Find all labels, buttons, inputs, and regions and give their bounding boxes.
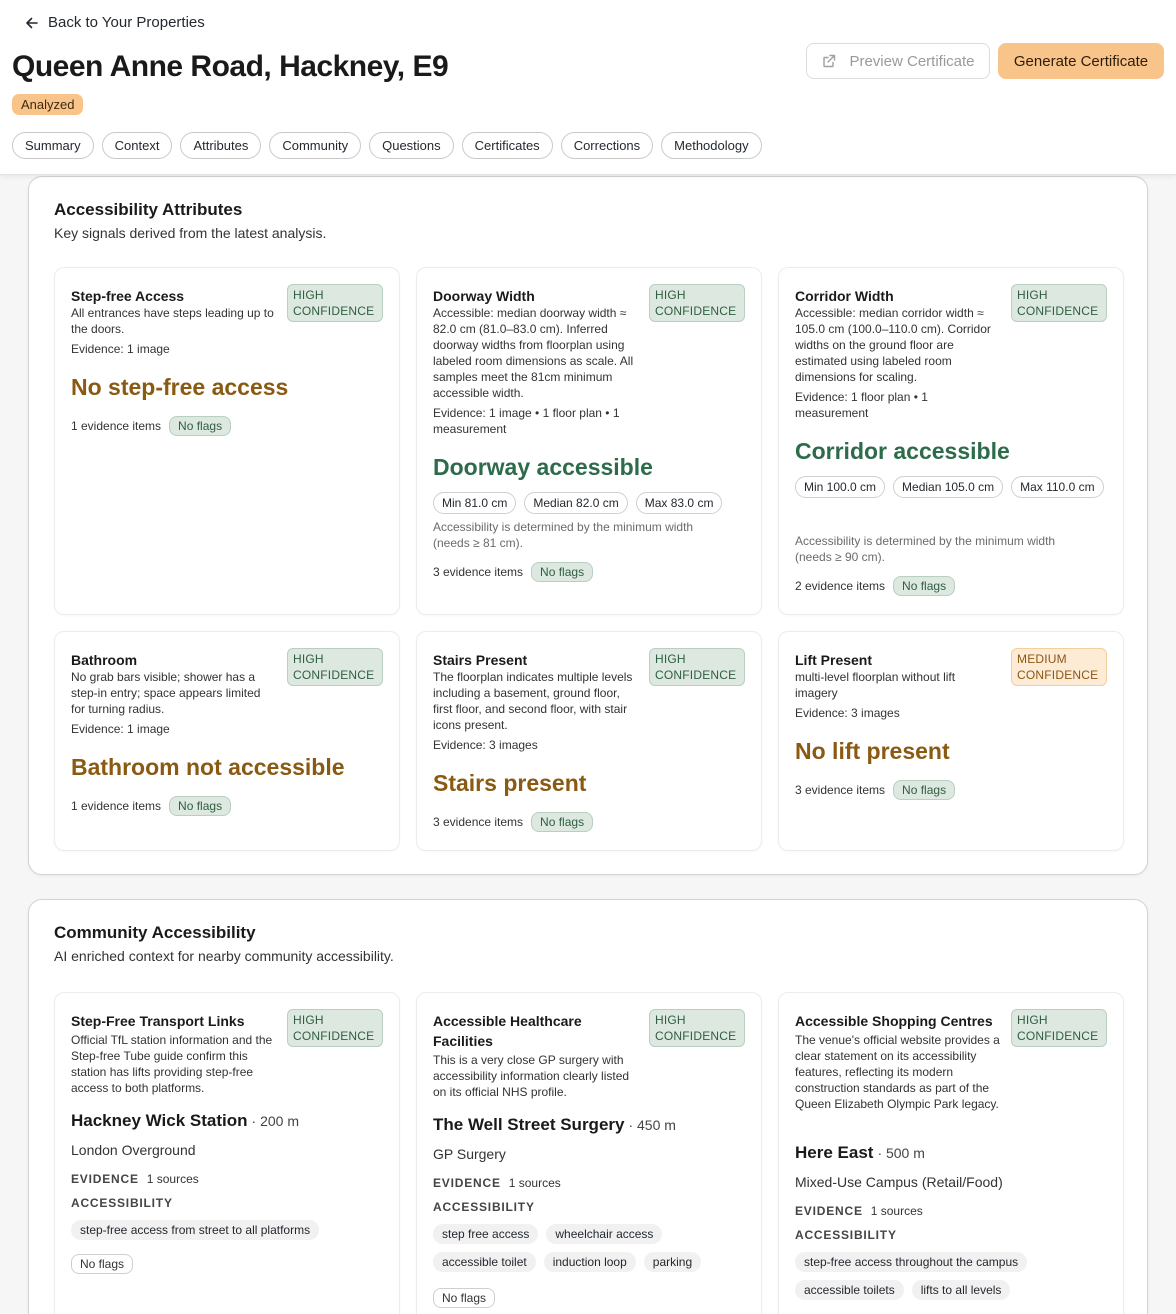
place-name-text: Hackney Wick Station: [71, 1111, 248, 1130]
flags-badge: No flags: [169, 796, 231, 816]
measurement-max: Max 110.0 cm: [1011, 476, 1103, 498]
evidence-row: [433, 1176, 561, 1190]
confidence-badge: HIGH CONFIDENCE: [1011, 1009, 1107, 1047]
section-subtitle: Key signals derived from the latest analysis.: [54, 225, 327, 241]
place-type: Mixed-Use Campus (Retail/Food): [795, 1174, 1003, 1190]
attribute-verdict: Bathroom not accessible: [71, 754, 345, 780]
community-card-transport: [54, 992, 400, 1314]
place-distance: · 200 m: [251, 1113, 299, 1129]
accessibility-features: [433, 1224, 753, 1272]
community-category: Accessible Shopping Centres: [795, 1013, 993, 1029]
attribute-description: All entrances have steps leading up to the doors.: [71, 306, 274, 336]
section-title: Accessibility Attributes: [54, 200, 243, 219]
place-distance: · 500 m: [877, 1145, 925, 1161]
feature-pill: induction loop: [544, 1252, 636, 1272]
measurement-max: Max 83.0 cm: [636, 492, 723, 514]
attribute-description: Accessible: median doorway width ≈ 82.0 cm (81.0–83.0 cm). Inferred doorway widths from floorplan using labeled room dimensions as scale. All samples meet the 81cm minimum accessible width.: [433, 306, 634, 400]
evidence-sources: 1 sources: [146, 1172, 199, 1186]
evidence-label: EVIDENCE: [71, 1172, 139, 1186]
community-card-healthcare: [416, 992, 762, 1314]
attribute-name: Step-free Access: [71, 288, 185, 304]
measurement-chips: [795, 476, 1115, 498]
attribute-card-lift-present: [778, 631, 1124, 851]
generate-certificate-button[interactable]: Generate Certificate: [998, 43, 1164, 79]
section-tabs: [12, 132, 762, 159]
attribute-name: Corridor Width: [795, 288, 894, 304]
attribute-card-step-free-access: [54, 267, 400, 615]
attribute-verdict: Doorway accessible: [433, 454, 653, 480]
attribute-evidence: Evidence: 1 floor plan • 1 measurement: [795, 390, 928, 420]
evidence-count: 3 evidence items: [433, 815, 524, 829]
section-subtitle: AI enriched context for nearby community accessibility.: [54, 948, 394, 964]
preview-certificate-label: Preview Certificate: [849, 52, 975, 70]
accessibility-features: [795, 1252, 1115, 1300]
accessibility-label: ACCESSIBILITY: [795, 1228, 897, 1242]
community-accessibility-section: [28, 899, 1148, 1314]
confidence-badge: HIGH CONFIDENCE: [1011, 284, 1107, 322]
accessibility-attributes-section: [28, 176, 1148, 875]
flags-badge: No flags: [169, 416, 231, 436]
confidence-badge: HIGH CONFIDENCE: [287, 284, 383, 322]
attribute-evidence: Evidence: 1 image • 1 floor plan • 1 measurement: [433, 406, 620, 436]
attribute-description: The floorplan indicates multiple levels including a basement, ground floor, first floor, and second floor, with stair icons present.: [433, 670, 633, 732]
community-description: This is a very close GP surgery with accessibility information clearly listed on its official NHS profile.: [433, 1053, 630, 1099]
attribute-card-bathroom: [54, 631, 400, 851]
evidence-row: [71, 1172, 199, 1186]
tab-summary[interactable]: Summary: [12, 132, 94, 159]
evidence-count-row: [433, 562, 593, 582]
attribute-description: Accessible: median corridor width ≈ 105.0 cm (100.0–110.0 cm). Corridor widths on the ground floor are estimated using labeled room dimensions for scaling.: [795, 306, 991, 384]
feature-pill: accessible toilets: [795, 1280, 904, 1300]
place-distance: · 450 m: [628, 1117, 676, 1133]
tab-methodology[interactable]: Methodology: [661, 132, 761, 159]
tab-attributes[interactable]: Attributes: [180, 132, 261, 159]
flags-badge: No flags: [531, 812, 593, 832]
attribute-evidence: Evidence: 1 image: [71, 342, 170, 356]
attribute-name: Bathroom: [71, 652, 138, 668]
status-badge: Analyzed: [12, 94, 83, 115]
evidence-count: 3 evidence items: [795, 783, 886, 797]
confidence-badge: HIGH CONFIDENCE: [649, 648, 745, 686]
feature-pill: step-free access from street to all platforms: [71, 1220, 319, 1240]
community-category: Accessible Healthcare Facilities: [433, 1013, 582, 1049]
measurement-min: Min 81.0 cm: [433, 492, 516, 514]
evidence-count: 1 evidence items: [71, 799, 162, 813]
confidence-badge: HIGH CONFIDENCE: [649, 1009, 745, 1047]
community-description: Official TfL station information and the Step-free Tube guide confirm this station has lifts providing step-free access to both platforms.: [71, 1033, 273, 1095]
accessibility-features: [71, 1220, 391, 1240]
preview-certificate-button[interactable]: [806, 43, 990, 79]
flags-badge: No flags: [893, 576, 955, 596]
attribute-evidence: Evidence: 1 image: [71, 722, 170, 736]
back-link-label: Back to Your Properties: [48, 14, 205, 31]
attribute-evidence: Evidence: 3 images: [795, 706, 900, 720]
evidence-sources: 1 sources: [508, 1176, 561, 1190]
place-name: [795, 1143, 925, 1163]
attribute-card-doorway-width: [416, 267, 762, 615]
confidence-badge: HIGH CONFIDENCE: [649, 284, 745, 322]
page-title: Queen Anne Road, Hackney, E9: [12, 50, 449, 83]
evidence-count-row: [433, 812, 593, 832]
feature-pill: wheelchair access: [546, 1224, 662, 1244]
flags-badge: No flags: [893, 780, 955, 800]
attribute-name: Stairs Present: [433, 652, 528, 668]
measurement-note: Accessibility is determined by the minimum width (needs ≥ 90 cm).: [795, 534, 1056, 564]
evidence-count-row: [795, 576, 955, 596]
attribute-card-corridor-width: [778, 267, 1124, 615]
accessibility-label: ACCESSIBILITY: [71, 1196, 173, 1210]
evidence-row: [795, 1204, 923, 1218]
attribute-evidence: Evidence: 3 images: [433, 738, 538, 752]
evidence-label: EVIDENCE: [795, 1204, 863, 1218]
place-type: London Overground: [71, 1142, 196, 1158]
flags-badge: No flags: [531, 562, 593, 582]
place-name: [433, 1115, 676, 1135]
accessibility-label: ACCESSIBILITY: [433, 1200, 535, 1214]
flags-badge: No flags: [71, 1254, 133, 1274]
feature-pill: step free access: [433, 1224, 538, 1244]
attribute-verdict: Stairs present: [433, 770, 587, 796]
community-description: The venue's official website provides a clear statement on its accessibility features, reflecting its modern construction standards as part of the Queen Elizabeth Olympic Park legacy.: [795, 1033, 1000, 1111]
back-link[interactable]: [24, 14, 205, 31]
measurement-chips: [433, 492, 753, 514]
confidence-badge: HIGH CONFIDENCE: [287, 1009, 383, 1047]
arrow-left-icon: [24, 15, 40, 31]
evidence-count-row: [71, 796, 231, 816]
measurement-median: Median 105.0 cm: [893, 476, 1003, 498]
place-name-text: Here East: [795, 1143, 874, 1162]
measurement-min: Min 100.0 cm: [795, 476, 885, 498]
attribute-description: No grab bars visible; shower has a step-in entry; space appears limited for turning radius.: [71, 670, 261, 716]
feature-pill: accessible toilet: [433, 1252, 536, 1272]
external-link-icon: [821, 53, 837, 69]
place-type: GP Surgery: [433, 1146, 506, 1162]
attribute-verdict: No lift present: [795, 738, 950, 764]
confidence-badge: MEDIUM CONFIDENCE: [1011, 648, 1107, 686]
evidence-count-row: [795, 780, 955, 800]
evidence-sources: 1 sources: [870, 1204, 923, 1218]
place-name-text: The Well Street Surgery: [433, 1115, 625, 1134]
measurement-note: Accessibility is determined by the minimum width (needs ≥ 81 cm).: [433, 520, 694, 550]
evidence-count: 3 evidence items: [433, 565, 524, 579]
evidence-count: 1 evidence items: [71, 419, 162, 433]
measurement-median: Median 82.0 cm: [524, 492, 627, 514]
tab-community[interactable]: Community: [269, 132, 361, 159]
confidence-badge: HIGH CONFIDENCE: [287, 648, 383, 686]
community-card-shopping: [778, 992, 1124, 1314]
attribute-card-stairs-present: [416, 631, 762, 851]
page-header: [0, 0, 1176, 175]
section-title: Community Accessibility: [54, 923, 256, 942]
feature-pill: step-free access throughout the campus: [795, 1252, 1027, 1272]
tab-corrections[interactable]: Corrections: [561, 132, 653, 159]
tab-certificates[interactable]: Certificates: [462, 132, 553, 159]
tab-context[interactable]: Context: [102, 132, 173, 159]
attribute-verdict: Corridor accessible: [795, 438, 1010, 464]
evidence-count-row: [71, 416, 231, 436]
attribute-verdict: No step-free access: [71, 374, 289, 400]
evidence-count: 2 evidence items: [795, 579, 886, 593]
tab-questions[interactable]: Questions: [369, 132, 454, 159]
flags-badge: No flags: [433, 1288, 495, 1308]
community-category: Step-Free Transport Links: [71, 1013, 245, 1029]
evidence-label: EVIDENCE: [433, 1176, 501, 1190]
attribute-name: Lift Present: [795, 652, 873, 668]
feature-pill: parking: [644, 1252, 701, 1272]
attribute-description: multi-level floorplan without lift imagery: [795, 670, 956, 700]
place-name: [71, 1111, 299, 1131]
feature-pill: lifts to all levels: [912, 1280, 1011, 1300]
attribute-name: Doorway Width: [433, 288, 535, 304]
